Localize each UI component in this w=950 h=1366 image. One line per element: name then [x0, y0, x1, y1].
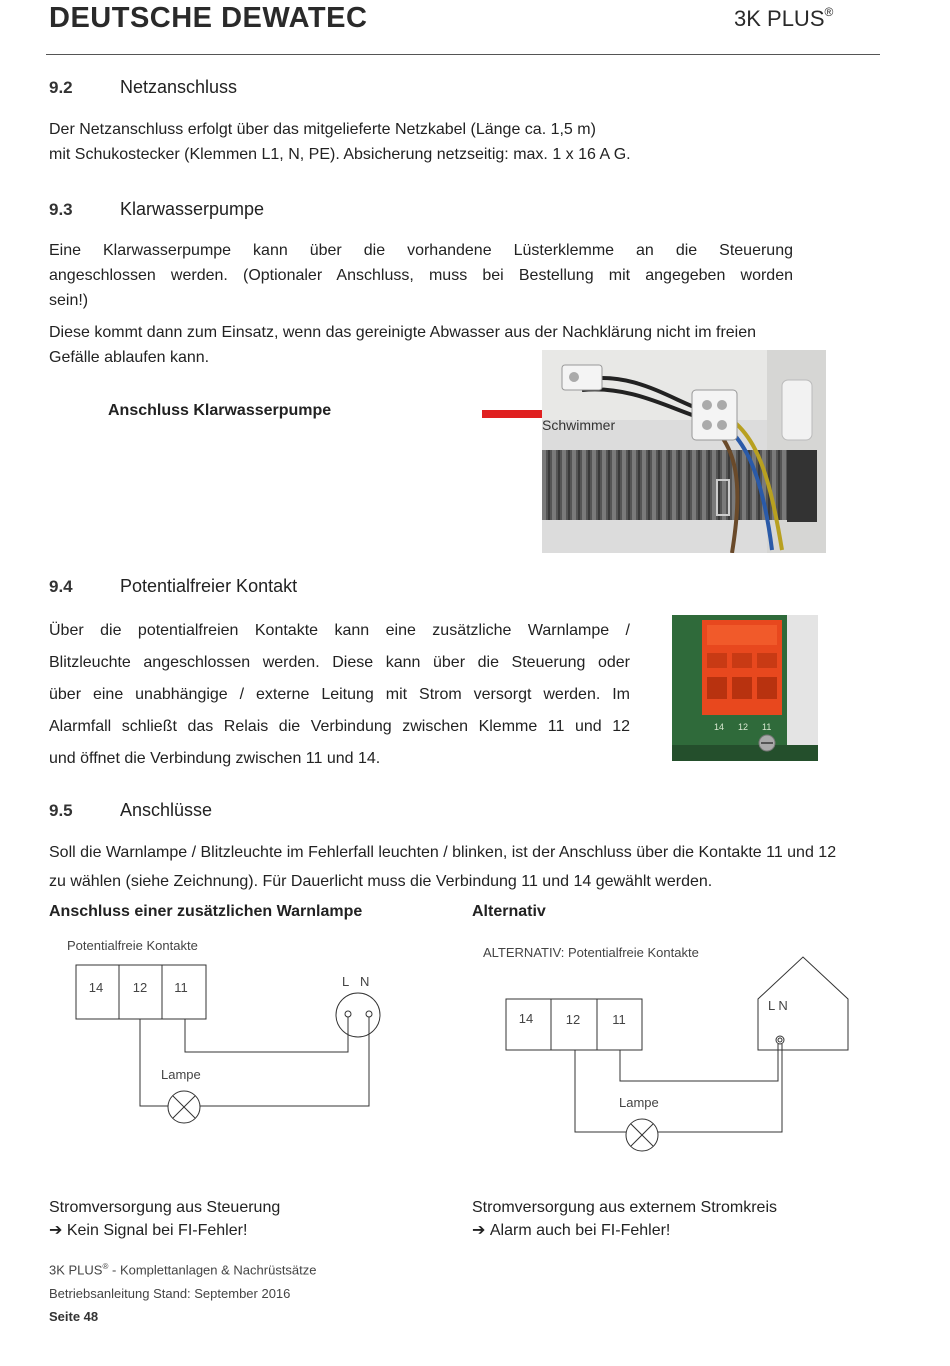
- right-note: Stromversorgung aus externem Stromkreis ➔ Alarm auch bei FI-Fehler!: [472, 1199, 777, 1239]
- right-terminal-14: 14: [518, 1011, 534, 1026]
- footer-line-2: Betriebsanleitung Stand: September 2016: [49, 1286, 291, 1301]
- section-9-3-number: 9.3: [49, 200, 73, 219]
- registered-mark: ®: [824, 4, 834, 19]
- header-rule: [46, 54, 880, 55]
- section-9-2-title: Netzanschluss: [120, 77, 238, 97]
- section-9-4-title: Potentialfreier Kontakt: [120, 576, 298, 596]
- right-socket-ln: L N: [768, 998, 788, 1013]
- section-9-2-text: Der Netzanschluss erfolgt über das mitgelieferte Netzkabel (Länge ca. 1,5 m) mit Schukostecker (Klemmen L1, N, PE). Absicherung netzseitig: max. 1 x 16 A G.: [49, 121, 631, 163]
- right-terminal-11: 11: [612, 1012, 626, 1027]
- photo-label-schwimmer: Schwimmer: [542, 417, 616, 433]
- left-socket-l: L: [342, 974, 350, 989]
- left-terminal-12: 12: [132, 980, 148, 995]
- left-socket-n: N: [360, 974, 370, 989]
- right-diagram-label: ALTERNATIV: Potentialfreie Kontakte: [483, 945, 699, 960]
- left-note: Stromversorgung aus Steuerung ➔ Kein Signal bei FI-Fehler!: [49, 1199, 281, 1239]
- footer-line-1: 3K PLUS® - Komplettanlagen & Nachrüstsätze: [49, 1262, 317, 1278]
- page-number: Seite 48: [49, 1309, 99, 1324]
- left-terminal-11: 11: [174, 980, 188, 995]
- right-diagram-heading: Alternativ: [472, 903, 546, 920]
- section-9-3-paragraph-2: Diese kommt dann zum Einsatz, wenn das gereinigte Abwasser aus der Nachklärung nicht im freien Gefälle ablaufen kann.: [49, 324, 757, 366]
- section-9-2-number: 9.2: [49, 78, 73, 97]
- section-9-3-paragraph-1: Eine Klarwasserpumpe kann über die vorhandene Lüsterklemme an die Steuerung angeschlossen werden. (Optionaler Anschluss, muss bei Bestellung mit angegeben worden sein!): [49, 242, 793, 309]
- brand-title: DEUTSCHE DEWATEC: [49, 2, 368, 34]
- svg-text:14: 14: [714, 722, 725, 732]
- left-lamp-label: Lampe: [161, 1067, 201, 1082]
- right-lamp-label: Lampe: [619, 1095, 659, 1110]
- left-terminal-14: 14: [88, 980, 104, 995]
- left-diagram-heading: Anschluss einer zusätzlichen Warnlampe: [49, 903, 363, 920]
- section-9-5-text: Soll die Warnlampe / Blitzleuchte im Fehlerfall leuchten / blinken, ist der Anschluss über die Kontakte 11 und 12 zu wählen (siehe Zeichnung). Für Dauerlicht muss die Verbindung 11 und 14 gewählt werden.: [49, 844, 837, 890]
- right-terminal-12: 12: [565, 1012, 581, 1027]
- svg-text:11: 11: [762, 722, 772, 732]
- relay-terminal-photo: [672, 615, 818, 761]
- arrow-right-icon: ➔: [472, 1222, 486, 1239]
- svg-text:12: 12: [738, 722, 749, 732]
- arrow-right-icon: ➔: [49, 1222, 63, 1239]
- right-wiring-diagram: [500, 955, 860, 1155]
- section-9-5-number: 9.5: [49, 801, 73, 820]
- section-9-5-title: Anschlüsse: [120, 800, 213, 820]
- left-diagram-label: Potentialfreie Kontakte: [67, 938, 198, 953]
- pump-connection-photo: [542, 350, 826, 553]
- section-9-4-text: Über die potentialfreien Kontakte kann eine zusätzliche Warnlampe / Blitzleuchte angeschlossen werden. Diese kann über die Steuerung oder über eine unabhängige / externe Leitung mit Strom versorgt werden. Im Alarmfall schließt das Relais die Verbindung zwischen Klemme 11 und 12 und öffnet die Verbindung zwischen 11 und 14.: [49, 622, 630, 767]
- left-wiring-diagram: [60, 955, 400, 1135]
- pump-caption: Anschluss Klarwasserpumpe: [108, 402, 332, 419]
- section-9-4-number: 9.4: [49, 577, 73, 596]
- section-9-3-title: Klarwasserpumpe: [120, 199, 265, 219]
- product-title: 3K PLUS®: [734, 4, 834, 31]
